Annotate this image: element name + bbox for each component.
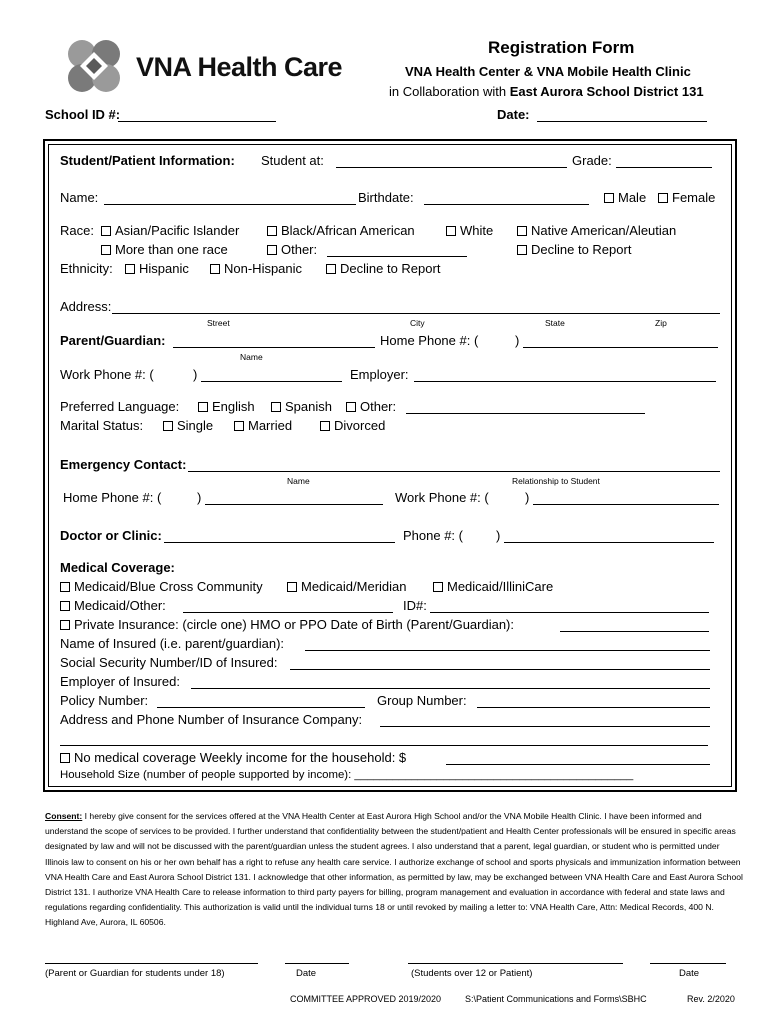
doctor-phone-label: Phone #: ( bbox=[403, 528, 463, 543]
race-asian-option[interactable] bbox=[101, 223, 239, 238]
name-label: Name: bbox=[60, 190, 99, 205]
eth-hispanic-label: Hispanic bbox=[139, 261, 189, 276]
emergency-work-phone-close: ) bbox=[525, 490, 530, 505]
female-option[interactable] bbox=[658, 190, 715, 205]
coverage-meridian-option[interactable] bbox=[287, 579, 407, 594]
marital-single-option[interactable] bbox=[163, 418, 213, 433]
eth-decline-label: Decline to Report bbox=[340, 261, 441, 276]
subtitle-prefix: in Collaboration with bbox=[389, 84, 510, 99]
race-label: Race: bbox=[60, 223, 94, 238]
male-checkbox[interactable] bbox=[604, 193, 614, 203]
weekly-income-field[interactable] bbox=[446, 764, 710, 765]
lang-other-field[interactable] bbox=[406, 413, 645, 414]
coverage-meridian-label: Medicaid/Meridian bbox=[301, 579, 407, 594]
lang-spanish-checkbox[interactable] bbox=[271, 402, 281, 412]
coverage-illini-checkbox[interactable] bbox=[433, 582, 443, 592]
group-number-label: Group Number: bbox=[377, 693, 467, 708]
race-native-checkbox[interactable] bbox=[517, 226, 527, 236]
doctor-field[interactable] bbox=[164, 542, 395, 543]
coverage-medicaid-bc-option[interactable] bbox=[60, 579, 263, 594]
addr-state-caption: State bbox=[545, 318, 565, 328]
parent-signature-caption: (Parent or Guardian for students under 18) bbox=[45, 968, 225, 979]
guardian-employer-label: Employer: bbox=[350, 367, 409, 382]
guardian-label: Parent/Guardian: bbox=[60, 333, 166, 348]
policy-number-label: Policy Number: bbox=[60, 693, 149, 708]
coverage-label: Medical Coverage: bbox=[60, 560, 175, 575]
marital-married-checkbox[interactable] bbox=[234, 421, 244, 431]
race-white-checkbox[interactable] bbox=[446, 226, 456, 236]
addr-street-caption: Street bbox=[207, 318, 230, 328]
race-black-option[interactable] bbox=[267, 223, 415, 238]
header-date-field[interactable] bbox=[537, 121, 707, 122]
doctor-label: Doctor or Clinic: bbox=[60, 528, 162, 543]
race-white-label: White bbox=[460, 223, 494, 238]
male-option[interactable] bbox=[604, 190, 646, 205]
vna-logo-icon bbox=[62, 34, 126, 98]
lang-spanish-label: Spanish bbox=[285, 399, 332, 414]
race-white-option[interactable] bbox=[446, 223, 493, 238]
coverage-medicaid-bc-checkbox[interactable] bbox=[60, 582, 70, 592]
student-at-label: Student at: bbox=[261, 153, 324, 168]
race-asian-label: Asian/Pacific Islander bbox=[115, 223, 240, 238]
student-date-caption: Date bbox=[679, 968, 700, 979]
eth-decline-checkbox[interactable] bbox=[326, 264, 336, 274]
guardian-home-phone-label: Home Phone #: ( bbox=[380, 333, 479, 348]
race-decline-option[interactable] bbox=[517, 242, 631, 257]
student-at-field[interactable] bbox=[336, 167, 567, 168]
emergency-home-phone-field[interactable] bbox=[205, 504, 383, 505]
doctor-phone-field[interactable] bbox=[504, 542, 714, 543]
eth-decline-option[interactable] bbox=[326, 261, 440, 276]
no-coverage-label: No medical coverage Weekly income for the household: $ bbox=[74, 750, 407, 765]
no-coverage-option[interactable] bbox=[60, 750, 406, 765]
lang-english-label: English bbox=[212, 399, 255, 414]
address-field[interactable] bbox=[112, 313, 720, 314]
employer-insured-label: Employer of Insured: bbox=[60, 674, 180, 689]
coverage-id-field[interactable] bbox=[430, 612, 709, 613]
race-other-field[interactable] bbox=[327, 256, 467, 257]
race-native-option[interactable] bbox=[517, 223, 676, 238]
coverage-private-label: Private Insurance: (circle one) HMO or PPO Date of Birth (Parent/Guardian): bbox=[74, 617, 515, 632]
race-other-option[interactable] bbox=[267, 242, 317, 257]
employer-insured-field[interactable] bbox=[191, 688, 710, 689]
student-section-label: Student/Patient Information: bbox=[60, 153, 235, 168]
insurance-address-field-2[interactable] bbox=[60, 745, 708, 746]
header-date-label: Date: bbox=[497, 107, 530, 122]
ssn-insured-label: Social Security Number/ID of Insured: bbox=[60, 655, 278, 670]
marital-married-option[interactable] bbox=[234, 418, 292, 433]
insurance-address-field[interactable] bbox=[380, 726, 710, 727]
coverage-id-label: ID#: bbox=[403, 598, 427, 613]
birthdate-field[interactable] bbox=[424, 204, 589, 205]
eth-hispanic-checkbox[interactable] bbox=[125, 264, 135, 274]
lang-english-checkbox[interactable] bbox=[198, 402, 208, 412]
coverage-medicaid-other-option[interactable] bbox=[60, 598, 166, 613]
emergency-home-phone-label: Home Phone #: ( bbox=[63, 490, 162, 505]
school-id-field[interactable] bbox=[118, 121, 276, 122]
name-insured-label: Name of Insured (i.e. parent/guardian): bbox=[60, 636, 285, 651]
ethnicity-label: Ethnicity: bbox=[60, 261, 113, 276]
race-other-label: Other: bbox=[281, 242, 318, 257]
policy-number-field[interactable] bbox=[157, 707, 365, 708]
form-title: Registration Form bbox=[488, 38, 635, 57]
addr-zip-caption: Zip bbox=[655, 318, 667, 328]
emergency-work-phone-label: Work Phone #: ( bbox=[395, 490, 489, 505]
race-other-checkbox[interactable] bbox=[267, 245, 277, 255]
coverage-medicaid-other-field[interactable] bbox=[183, 612, 393, 613]
guardian-work-phone-close: ) bbox=[193, 367, 198, 382]
household-size-label: Household Size (number of people supported by income): ____________________________________________ bbox=[60, 769, 634, 781]
parent-date-field[interactable] bbox=[285, 963, 349, 964]
grade-field[interactable] bbox=[616, 167, 712, 168]
coverage-illini-label: Medicaid/IlliniCare bbox=[447, 579, 554, 594]
school-id-label: School ID #: bbox=[45, 107, 121, 122]
student-date-field[interactable] bbox=[650, 963, 726, 964]
consent-paragraph bbox=[45, 809, 745, 931]
footer-revision: Rev. 2/2020 bbox=[687, 994, 735, 1004]
male-label: Male bbox=[618, 190, 647, 205]
marital-married-label: Married bbox=[248, 418, 293, 433]
guardian-name-caption: Name bbox=[240, 352, 263, 362]
pref-lang-label: Preferred Language: bbox=[60, 399, 180, 414]
grade-label: Grade: bbox=[572, 153, 612, 168]
coverage-medicaid-bc-label: Medicaid/Blue Cross Community bbox=[74, 579, 263, 594]
parent-date-caption: Date bbox=[296, 968, 317, 979]
race-more-option[interactable] bbox=[101, 242, 228, 257]
group-number-field[interactable] bbox=[477, 707, 710, 708]
student-signature-caption: (Students over 12 or Patient) bbox=[411, 968, 533, 979]
address-label: Address: bbox=[60, 299, 112, 314]
race-native-label: Native American/Aleutian bbox=[531, 223, 677, 238]
female-checkbox[interactable] bbox=[658, 193, 668, 203]
subtitle-district: East Aurora School District 131 bbox=[509, 84, 704, 99]
coverage-meridian-checkbox[interactable] bbox=[287, 582, 297, 592]
consent-label: Consent: bbox=[45, 811, 83, 821]
lang-spanish-option[interactable] bbox=[271, 399, 332, 414]
coverage-private-option[interactable] bbox=[60, 617, 514, 632]
emergency-home-phone-close: ) bbox=[197, 490, 202, 505]
form-subtitle-1: VNA Health Center & VNA Mobile Health Clinic bbox=[405, 64, 691, 79]
guardian-work-phone-label: Work Phone #: ( bbox=[60, 367, 154, 382]
lang-english-option[interactable] bbox=[198, 399, 255, 414]
student-signature-field[interactable] bbox=[408, 963, 623, 964]
guardian-home-phone-close: ) bbox=[515, 333, 520, 348]
emergency-field[interactable] bbox=[188, 471, 720, 472]
brand-name: VNA Health Care bbox=[136, 52, 343, 82]
emergency-label: Emergency Contact: bbox=[60, 457, 187, 472]
emergency-name-caption: Name bbox=[287, 476, 310, 486]
eth-non-hispanic-checkbox[interactable] bbox=[210, 264, 220, 274]
race-more-label: More than one race bbox=[115, 242, 228, 257]
race-decline-label: Decline to Report bbox=[531, 242, 632, 257]
marital-divorced-label: Divorced bbox=[334, 418, 386, 433]
guardian-name-field[interactable] bbox=[173, 347, 375, 348]
footer-path: S:\Patient Communications and Forms\SBHC bbox=[465, 994, 647, 1004]
coverage-medicaid-other-label: Medicaid/Other: bbox=[74, 598, 166, 613]
lang-other-label: Other: bbox=[360, 399, 397, 414]
ssn-insured-field[interactable] bbox=[290, 669, 710, 670]
eth-non-hispanic-label: Non-Hispanic bbox=[224, 261, 303, 276]
guardian-work-phone-field[interactable] bbox=[201, 381, 342, 382]
marital-single-label: Single bbox=[177, 418, 214, 433]
marital-divorced-option[interactable] bbox=[320, 418, 385, 433]
name-field[interactable] bbox=[104, 204, 356, 205]
lang-other-option[interactable] bbox=[346, 399, 396, 414]
coverage-private-dob-field[interactable] bbox=[560, 631, 709, 632]
no-coverage-checkbox[interactable] bbox=[60, 753, 70, 763]
addr-city-caption: City bbox=[410, 318, 425, 328]
doctor-phone-close: ) bbox=[496, 528, 501, 543]
insurance-address-label: Address and Phone Number of Insurance Company: bbox=[60, 712, 363, 727]
eth-non-hispanic-option[interactable] bbox=[210, 261, 302, 276]
coverage-private-checkbox[interactable] bbox=[60, 620, 70, 630]
form-subtitle-2 bbox=[389, 84, 704, 99]
lang-other-checkbox[interactable] bbox=[346, 402, 356, 412]
parent-signature-field[interactable] bbox=[45, 963, 258, 964]
marital-label: Marital Status: bbox=[60, 418, 144, 433]
coverage-illini-option[interactable] bbox=[433, 579, 553, 594]
name-insured-field[interactable] bbox=[305, 650, 710, 651]
marital-single-checkbox[interactable] bbox=[163, 421, 173, 431]
race-more-checkbox[interactable] bbox=[101, 245, 111, 255]
race-black-label: Black/African American bbox=[281, 223, 415, 238]
female-label: Female bbox=[672, 190, 716, 205]
emergency-relationship-caption: Relationship to Student bbox=[512, 476, 600, 486]
race-asian-checkbox[interactable] bbox=[101, 226, 111, 236]
guardian-home-phone-field[interactable] bbox=[523, 347, 718, 348]
birthdate-label: Birthdate: bbox=[358, 190, 414, 205]
race-decline-checkbox[interactable] bbox=[517, 245, 527, 255]
coverage-medicaid-other-checkbox[interactable] bbox=[60, 601, 70, 611]
footer-approved: COMMITTEE APPROVED 2019/2020 bbox=[290, 994, 442, 1004]
emergency-work-phone-field[interactable] bbox=[533, 504, 719, 505]
eth-hispanic-option[interactable] bbox=[125, 261, 189, 276]
guardian-employer-field[interactable] bbox=[414, 381, 716, 382]
marital-divorced-checkbox[interactable] bbox=[320, 421, 330, 431]
race-black-checkbox[interactable] bbox=[267, 226, 277, 236]
consent-text: I hereby give consent for the services offered at the VNA Health Center at East Aurora High School and/or the VNA Mobile Health Clinic. I have been informed and understand the scope of services to be provided. I further understand that confidentiality between the student/patient and Health Center professionals will be ensured in specific areas designated by law and will not be discussed with the parent/guardian unless the student agrees. I also understand that a parent, legal guardian, or student who is permitted under Illinois law to consent on his or her own behalf has a right to refuse any health care service. I authorize exchange of school and sports physicals and immunization information between VNA Health Care and East Aurora School District 131. I acknowledge that other information, as permitted by law, may be exchanged between VNA Health Care and East Aurora School District 131. I authorize VNA Health Care to release information to third party payers for billing, program management and evaluation in accordance with federal and state laws and regulations regarding confidentiality. This authorization is valid until the individual turns 18 or until revoked by mailing a letter to: VNA Health Care, Attn: Medical Records, 400 N. Highland Ave, Aurora, IL 60506. bbox=[45, 811, 743, 928]
